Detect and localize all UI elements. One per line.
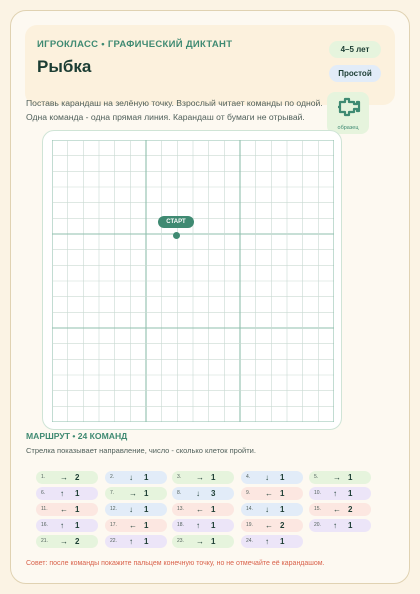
command-steps: 2 <box>280 521 285 530</box>
command-steps: 1 <box>144 473 149 482</box>
command-item <box>309 503 371 516</box>
command-steps: 2 <box>348 505 353 514</box>
command-arrow: ← <box>129 521 137 530</box>
command-steps: 1 <box>280 473 285 482</box>
command-number: 10. <box>314 490 321 496</box>
instructions-line-2: Одна команда - одна прямая линия. Карандаш от бумаги не отрывай. <box>26 111 305 122</box>
command-steps: 1 <box>144 537 149 546</box>
command-steps: 1 <box>211 537 216 546</box>
command-steps: 2 <box>75 537 80 546</box>
command-arrow: ↑ <box>60 489 64 498</box>
command-item <box>241 519 303 532</box>
command-number: 20. <box>314 522 321 528</box>
command-item <box>36 503 98 516</box>
command-item <box>241 535 303 548</box>
command-arrow: ↓ <box>196 489 200 498</box>
drawing-grid[interactable] <box>42 130 342 430</box>
command-steps: 3 <box>211 489 216 498</box>
command-number: 19. <box>246 522 253 528</box>
command-steps: 1 <box>348 489 353 498</box>
command-arrow: → <box>129 489 137 498</box>
command-item <box>309 487 371 500</box>
command-number: 22. <box>110 538 117 544</box>
command-steps: 1 <box>348 521 353 530</box>
command-item <box>309 519 371 532</box>
command-steps: 2 <box>75 473 80 482</box>
command-arrow: ↑ <box>129 537 133 546</box>
command-arrow: ↓ <box>265 505 269 514</box>
command-item <box>36 535 98 548</box>
command-number: 6. <box>41 490 46 496</box>
command-number: 24. <box>246 538 253 544</box>
command-number: 21. <box>41 538 48 544</box>
route-title: МАРШРУТ • 24 КОМАНД <box>26 431 128 441</box>
command-item <box>309 471 371 484</box>
command-arrow: ↑ <box>60 521 64 530</box>
command-arrow: ← <box>196 505 204 514</box>
instructions <box>26 97 331 124</box>
command-steps: 1 <box>211 473 216 482</box>
command-number: 7. <box>110 490 115 496</box>
command-arrow: ↓ <box>129 473 133 482</box>
command-steps: 1 <box>348 473 353 482</box>
command-arrow: ← <box>265 489 273 498</box>
command-steps: 1 <box>144 521 149 530</box>
command-item <box>172 487 234 500</box>
command-number: 23. <box>177 538 184 544</box>
command-arrow: → <box>60 537 68 546</box>
command-item <box>105 535 167 548</box>
command-number: 1. <box>41 474 46 480</box>
instructions-line-1: Поставь карандаш на зелёную точку. Взрослый читает команды по одной. <box>26 98 323 108</box>
command-item <box>105 503 167 516</box>
command-arrow: → <box>196 537 204 546</box>
grid-lines <box>52 140 334 422</box>
page-title: Рыбка <box>37 57 92 76</box>
command-steps: 1 <box>144 489 149 498</box>
command-item <box>172 535 234 548</box>
command-steps: 1 <box>211 521 216 530</box>
fish-icon <box>327 92 369 122</box>
command-item <box>36 471 98 484</box>
command-arrow: ↓ <box>129 505 133 514</box>
command-number: 16. <box>41 522 48 528</box>
command-item <box>241 471 303 484</box>
command-arrow: ↑ <box>196 521 200 530</box>
command-item <box>36 519 98 532</box>
command-arrow: → <box>333 473 341 482</box>
command-item <box>105 519 167 532</box>
command-item <box>105 487 167 500</box>
age-badge: 4–5 лет <box>329 41 381 58</box>
command-arrow: ← <box>265 521 273 530</box>
command-number: 15. <box>314 506 321 512</box>
command-item <box>172 503 234 516</box>
command-steps: 1 <box>75 521 80 530</box>
command-number: 11. <box>41 506 48 512</box>
route-subtitle: Стрелка показывает направление, число - сколько клеток пройти. <box>26 446 256 455</box>
level-badge: Простой <box>329 65 381 82</box>
command-number: 9. <box>246 490 251 496</box>
command-number: 13. <box>177 506 184 512</box>
command-number: 17. <box>110 522 117 528</box>
command-steps: 1 <box>280 537 285 546</box>
command-arrow: ↓ <box>265 473 269 482</box>
command-item <box>36 487 98 500</box>
command-arrow: ↑ <box>333 489 337 498</box>
command-steps: 1 <box>75 505 80 514</box>
command-steps: 1 <box>280 489 285 498</box>
command-steps: 1 <box>75 489 80 498</box>
command-number: 12. <box>110 506 117 512</box>
command-arrow: ← <box>60 505 68 514</box>
command-number: 8. <box>177 490 182 496</box>
sample-label: образец <box>337 125 359 131</box>
brand-label: ИГРОКЛАСС • ГРАФИЧЕСКИЙ ДИКТАНТ <box>37 39 233 50</box>
command-item <box>241 487 303 500</box>
tip-text: Совет: после команды покажите пальцем конечную точку, но не отмечайте её карандашом. <box>26 560 325 567</box>
command-steps: 1 <box>280 505 285 514</box>
command-number: 18. <box>177 522 184 528</box>
command-arrow: → <box>60 473 68 482</box>
command-number: 2. <box>110 474 115 480</box>
command-number: 14. <box>246 506 253 512</box>
command-number: 3. <box>177 474 182 480</box>
command-arrow: ← <box>333 505 341 514</box>
command-arrow: ↑ <box>333 521 337 530</box>
command-item <box>105 471 167 484</box>
command-steps: 1 <box>144 505 149 514</box>
start-dot <box>173 232 180 239</box>
command-arrow: ↑ <box>265 537 269 546</box>
start-label: СТАРТ <box>158 216 194 228</box>
command-number: 4. <box>246 474 251 480</box>
command-item <box>172 519 234 532</box>
command-arrow: → <box>196 473 204 482</box>
command-item <box>241 503 303 516</box>
sample-card <box>327 92 369 134</box>
command-item <box>172 471 234 484</box>
command-number: 5. <box>314 474 319 480</box>
command-steps: 1 <box>211 505 216 514</box>
